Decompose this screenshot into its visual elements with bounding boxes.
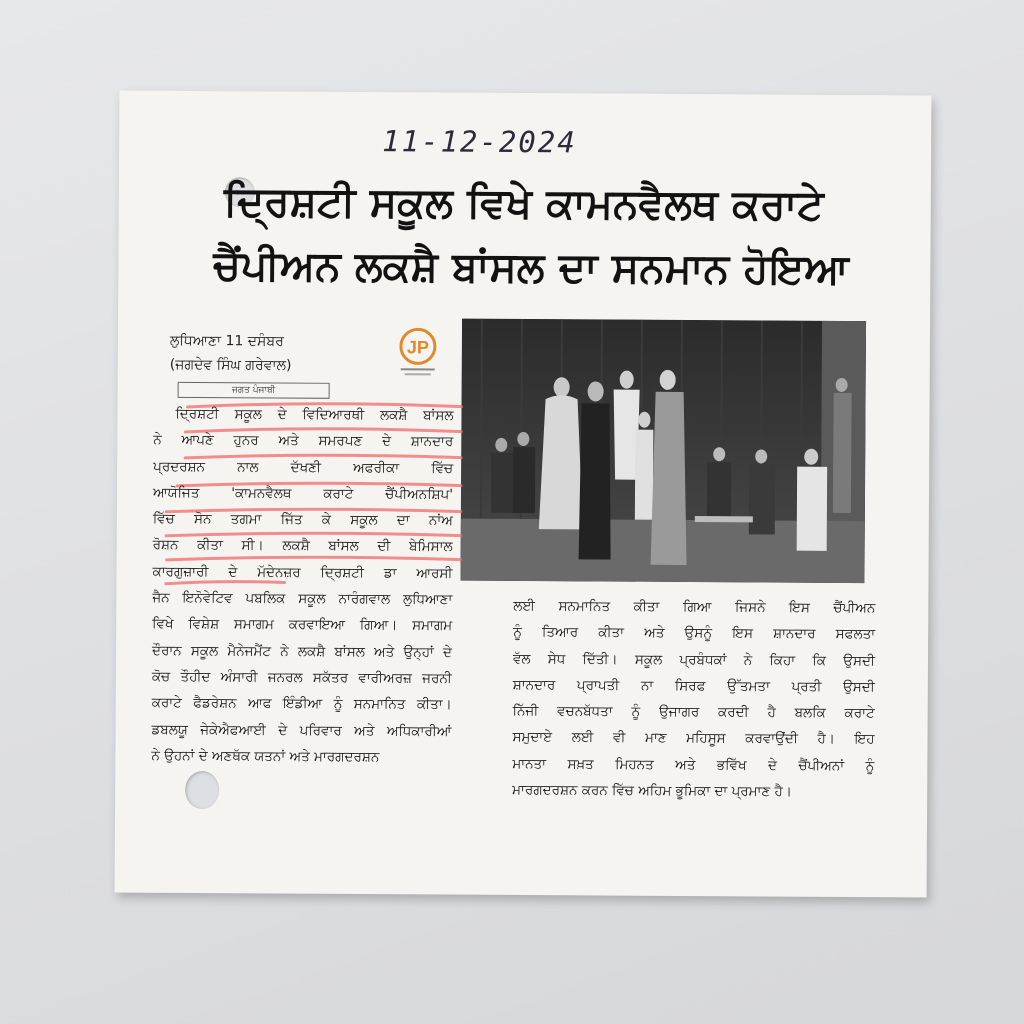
article-line: ਨੂੰ ਤਿਆਰ ਕੀਤਾ ਅਤੇ ਉਸਨੂੰ ਇਸ ਸ਼ਾਨਦਾਰ ਸਫਲਤਾ [513, 624, 876, 643]
article-line: ਰੋਸ਼ਨ ਕੀਤਾ ਸੀ। ਲਕਸ਼ੈ ਬਾਂਸਲ ਦੀ ਬੇਮਿਸਾਲ [152, 537, 453, 556]
article-line: ਵੱਲ ਸੇਧ ਦਿੱਤੀ। ਸਕੂਲ ਪ੍ਰਬੰਧਕਾਂ ਨੇ ਕਿਹਾ ਕਿ ਉਸਦੀ [512, 650, 876, 669]
article-line: ਦ੍ਰਿਸ਼ਟੀ ਸਕੂਲ ਦੇ ਵਿਦਿਆਰਥੀ ਲਕਸ਼ੈ ਬਾਂਸਲ [175, 405, 454, 424]
article-line: ਜੈਨ ਇਨੋਵੇਟਿਵ ਪਬਲਿਕ ਸਕੂਲ ਨਾਰੰਗਵਾਲ ਲੁਧਿਆਣਾ [152, 589, 453, 608]
article-line: ਡਬਲਯੂ ਜੇਕੇਐਫਆਈ ਦੇ ਪਰਿਵਾਰ ਅਤੇ ਅਧਿਕਾਰੀਆਂ [151, 721, 452, 740]
punch-hole-bottom [185, 771, 219, 809]
article-line: ਮਾਰਗਦਰਸ਼ਨ ਕਰਨ ਵਿੱਚ ਅਹਿਮ ਭੂਮਿਕਾ ਦਾ ਪ੍ਰਮਾਣ ਹੈ। [512, 782, 792, 800]
article-line: ਨੇ ਉਹਨਾਂ ਦੇ ਅਣਥੱਕ ਯਤਨਾਂ ਅਤੇ ਮਾਰਗਦਰਸ਼ਨ [151, 747, 380, 765]
article-line: ਵਿੱਚ ਸੋਨ ਤਗਮਾ ਜਿੱਤ ਕੇ ਸਕੂਲ ਦਾ ਨਾਂਅ [152, 510, 453, 529]
article-line: ਸਮੁਦਾਏ ਲਈ ਵੀ ਮਾਣ ਮਹਿਸੂਸ ਕਰਵਾਉਂਦੀ ਹੈ। ਇਹ [512, 729, 875, 748]
article-line: ਸ਼ਾਨਦਾਰ ਪ੍ਰਾਪਤੀ ਨਾ ਸਿਰਫ ਉੱਤਮਤਾ ਪ੍ਰਤੀ ਉਸਦੀ [512, 676, 875, 696]
dateline: ਲੁਧਿਆਣਾ 11 ਦਸੰਬਰ [169, 332, 284, 350]
newspaper-clipping [115, 91, 932, 898]
article-line: ਆਯੋਜਿਤ 'ਕਾਮਨਵੈਲਥ ਕਰਾਟੇ ਚੈਂਪੀਅਨਸ਼ਿਪ' [152, 484, 454, 503]
article-line: ਵਿਖੇ ਵਿਸ਼ੇਸ਼ ਸਮਾਗਮ ਕਰਵਾਇਆ ਗਿਆ। ਸਮਾਗਮ [152, 616, 453, 634]
headline-line-2: ਚੈਂਪੀਅਨ ਲਕਸ਼ੈ ਬਾਂਸਲ ਦਾ ਸਨਮਾਨ ਹੋਇਆ [213, 241, 849, 293]
article-line: ਲਈ ਸਨਮਾਨਿਤ ਕੀਤਾ ਗਿਆ ਜਿਸਨੇ ਇਸ ਚੈਂਪੀਅਨ [513, 597, 876, 617]
logo-letters: JP [406, 337, 429, 358]
dateline-block [170, 329, 380, 378]
byline-tag: ਜਗਤ ਪੰਜਾਬੀ [178, 382, 330, 399]
headline-line-1: ਦ੍ਰਿਸ਼ਟੀ ਸਕੂਲ ਵਿਖੇ ਕਾਮਨਵੈਲਥ ਕਰਾਟੇ [223, 177, 824, 229]
article-line: ਕਰਾਟੇ ਫੈਡਰੇਸ਼ਨ ਆਫ ਇੰਡੀਆ ਨੂੰ ਸਨਮਾਨਿਤ ਕੀਤਾ। [151, 695, 452, 713]
award-ceremony-photo [460, 319, 866, 583]
byline: (ਜਗਦੇਵ ਸਿੰਘ ਗਰੇਵਾਲ) [169, 356, 292, 374]
article-line: ਪ੍ਰਦਰਸ਼ਨ ਨਾਲ ਦੱਖਣੀ ਅਫਰੀਕਾ ਵਿੱਚ [153, 458, 454, 477]
article-right-column [512, 593, 875, 806]
handwritten-date: 11-12-2024 [382, 124, 577, 160]
article-line: ਦੌਰਾਨ ਸਕੂਲ ਮੈਨੇਜਮੈਂਟ ਨੇ ਲਕਸ਼ੈ ਬਾਂਸਲ ਅਤੇ ਉਨ੍ਹਾਂ ਦੇ [151, 642, 453, 661]
article-line: ਨੇ ਆਪਣੇ ਹੁਨਰ ਅਤੇ ਸਮਰਪਣ ਦੇ ਸ਼ਾਨਦਾਰ [153, 432, 454, 450]
article-line: ਕੋਚ ਤੌਹੀਦ ਅੰਸਾਰੀ ਜਨਰਲ ਸਕੱਤਰ ਵਾਰੀਅਰਜ਼ ਜਰਨੀ [151, 668, 452, 687]
article-line: ਨਿੱਜੀ ਵਚਨਬੱਧਤਾ ਨੂੰ ਉਜਾਗਰ ਕਰਦੀ ਹੈ ਬਲਕਿ ਕਰਾਟੇ [512, 703, 875, 722]
article-line: ਕਾਰਗੁਜ਼ਾਰੀ ਦੇ ਮੱਦੇਨਜ਼ਰ ਦ੍ਰਿਸ਼ਟੀ ਡਾ ਆਰਸੀ [152, 563, 453, 582]
newspaper-logo [393, 324, 443, 380]
article-line: ਮਾਨਤਾ ਸਖ਼ਤ ਮਿਹਨਤ ਅਤੇ ਭਵਿੱਖ ਦੇ ਚੈਂਪੀਅਨਾਂ ਨੂੰ [512, 755, 875, 774]
article-left-column [151, 401, 453, 771]
